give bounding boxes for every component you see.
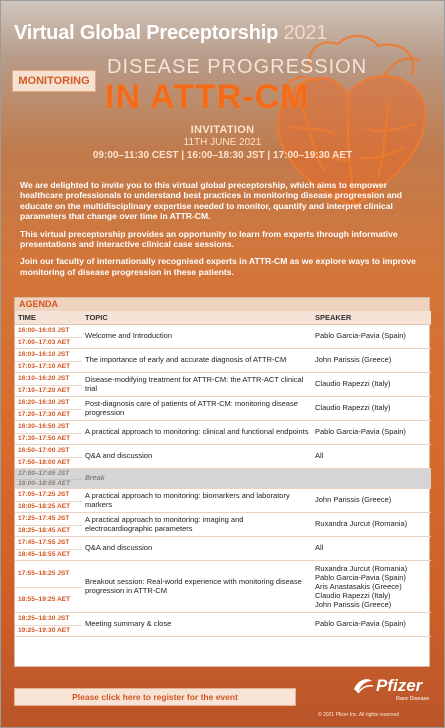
agenda-row <box>15 445 431 469</box>
invitation-date: 11TH JUNE 2021 <box>183 137 262 148</box>
time-cell <box>15 445 82 469</box>
column-header-time: TIME <box>15 311 82 325</box>
agenda-row <box>15 421 431 445</box>
invitation-block <box>0 124 445 161</box>
logo-subtitle: Rare Disease <box>396 696 430 702</box>
invitation-times: 09:00–11:30 CEST | 16:00–18:30 JST | 17:00–19:30 AET <box>92 150 353 161</box>
time-jst: 17:45–17:55 JST <box>18 538 70 546</box>
intro-text <box>20 180 430 284</box>
agenda-row <box>15 561 431 613</box>
topic-cell: A practical approach to monitoring: imaging and electrocardiographic parameters <box>82 513 312 537</box>
agenda-row <box>15 513 431 537</box>
time-jst: 16:03–16:10 JST <box>18 350 70 358</box>
time-aet: 17:20–17:30 AET <box>15 409 82 421</box>
time-aet: 17:30–17:50 AET <box>15 433 82 445</box>
intro-paragraph-2: This virtual preceptorship provides an opportunity to learn from experts through informative presentations and interactive clinical case sessions. <box>20 228 398 250</box>
event-title-text: Virtual Global Preceptorship <box>14 22 279 44</box>
speaker-cell-multi <box>312 561 431 613</box>
agenda-header-row <box>15 311 431 325</box>
time-jst: 18:25–18:30 JST <box>18 614 70 622</box>
speaker-cell: John Parissis (Greece) <box>312 489 431 513</box>
column-header-topic: TOPIC <box>82 311 312 325</box>
time-aet: 18:45–18:55 AET <box>15 549 82 561</box>
topic-cell: Welcome and Introduction <box>82 325 312 349</box>
time-cell <box>15 489 82 513</box>
logo-word: Pfizer <box>376 676 423 695</box>
agenda-table <box>15 311 431 637</box>
time-aet: 18:05–18:25 AET <box>15 501 82 513</box>
time-jst: 16:20–16:30 JST <box>18 398 70 406</box>
time-cell <box>15 325 82 349</box>
time-aet: 18:00–18:05 AET <box>15 479 82 489</box>
event-year: 2021 <box>283 22 328 44</box>
time-aet: 17:00–17:03 AET <box>15 337 82 349</box>
speaker-cell: John Parissis (Greece) <box>312 349 431 373</box>
intro-paragraph-1: We are delighted to invite you to this virtual global preceptorship, which aims to empower healthcare professionals to understand best practices in monitoring disease progression and educate on the multidisciplinary expertise needed to monitor, quantify and interpret clinical parameters that change over time in ATTR-CM. <box>20 180 403 222</box>
time-aet: 17:10–17:20 AET <box>15 385 82 397</box>
topic-cell: Q&A and discussion <box>82 445 312 469</box>
topic-cell: A practical approach to monitoring: clinical and functional endpoints <box>82 421 312 445</box>
column-header-speaker: SPEAKER <box>312 311 431 325</box>
agenda-row <box>15 537 431 561</box>
time-aet: 18:55–19:25 AET <box>15 587 82 613</box>
time-cell <box>15 397 82 421</box>
time-jst: 16:10–16:20 JST <box>18 374 70 382</box>
register-button[interactable]: Please click here to register for the event <box>14 688 296 706</box>
agenda-row <box>15 397 431 421</box>
speaker-name: Aris Anastasakis (Greece) <box>315 582 402 591</box>
event-title <box>14 22 327 45</box>
agenda-panel <box>14 297 430 667</box>
topic-cell: A practical approach to monitoring: biomarkers and laboratory markers <box>82 489 312 513</box>
agenda-row <box>15 373 431 397</box>
speaker-cell: Pablo Garcia-Pavia (Spain) <box>312 613 431 637</box>
copyright: © 2021 Pfizer Inc. All rights reserved <box>318 712 399 718</box>
speaker-cell: Ruxandra Jurcut (Romania) <box>312 513 431 537</box>
time-aet: 18:25–18:45 AET <box>15 525 82 537</box>
time-cell <box>15 469 82 489</box>
topic-cell: Breakout session: Real-world experience with monitoring disease progression in ATTR-CM <box>82 561 312 613</box>
subtitle-line2: IN ATTR-CM <box>105 78 310 116</box>
speaker-name: Ruxandra Jurcut (Romania) <box>315 564 408 573</box>
agenda-row <box>15 325 431 349</box>
time-cell <box>15 561 82 613</box>
agenda-row <box>15 613 431 637</box>
time-aet: 17:03–17:10 AET <box>15 361 82 373</box>
speaker-cell: Claudio Rapezzi (Italy) <box>312 397 431 421</box>
topic-cell: Q&A and discussion <box>82 537 312 561</box>
topic-cell: Break <box>82 469 312 489</box>
time-jst: 17:55–18:25 JST <box>18 569 70 577</box>
agenda-row <box>15 349 431 373</box>
time-jst: 17:00–17:05 JST <box>18 469 70 477</box>
topic-cell: Post-diagnosis care of patients of ATTR-CM: monitoring disease progression <box>82 397 312 421</box>
agenda-body <box>15 325 431 637</box>
speaker-cell: Pablo Garcia-Pavia (Spain) <box>312 325 431 349</box>
topic-cell: Meeting summary & close <box>82 613 312 637</box>
speaker-cell: All <box>312 445 431 469</box>
monitoring-badge: MONITORING <box>12 70 96 92</box>
time-cell <box>15 537 82 561</box>
agenda-title: AGENDA <box>15 298 429 311</box>
time-jst: 16:00–16:03 JST <box>18 326 70 334</box>
speaker-name: Pablo Garcia-Pavia (Spain) <box>315 573 406 582</box>
time-aet: 17:50–18:00 AET <box>15 457 82 469</box>
pfizer-logo-icon <box>352 675 374 697</box>
speaker-cell <box>312 469 431 489</box>
topic-cell: Disease-modifying treatment for ATTR-CM: the ATTR-ACT clinical trial <box>82 373 312 397</box>
time-jst: 17:05–17:25 JST <box>18 490 70 498</box>
time-jst: 17:25–17:45 JST <box>18 514 70 522</box>
topic-cell: The importance of early and accurate diagnosis of ATTR-CM <box>82 349 312 373</box>
intro-paragraph-3: Join our faculty of internationally recognised experts in ATTR-CM as we explore ways to improve monitoring of disease progression in these patients. <box>20 256 416 277</box>
time-jst: 16:50–17:00 JST <box>18 446 70 454</box>
time-cell <box>15 613 82 637</box>
time-cell <box>15 349 82 373</box>
pfizer-logo <box>352 673 432 707</box>
agenda-row-break <box>15 469 431 489</box>
time-cell <box>15 373 82 397</box>
invitation-label: INVITATION <box>190 124 255 136</box>
speaker-name: Claudio Rapezzi (Italy) <box>315 591 391 600</box>
speaker-cell: All <box>312 537 431 561</box>
time-cell <box>15 513 82 537</box>
agenda-row <box>15 489 431 513</box>
speaker-name: John Parissis (Greece) <box>315 600 392 609</box>
speaker-cell: Pablo Garcia-Pavia (Spain) <box>312 421 431 445</box>
time-aet: 19:25–19:30 AET <box>15 625 82 637</box>
subtitle-line1: DISEASE PROGRESSION <box>107 56 368 78</box>
time-cell <box>15 421 82 445</box>
speaker-cell: Claudio Rapezzi (Italy) <box>312 373 431 397</box>
time-jst: 16:30–16:50 JST <box>18 422 70 430</box>
